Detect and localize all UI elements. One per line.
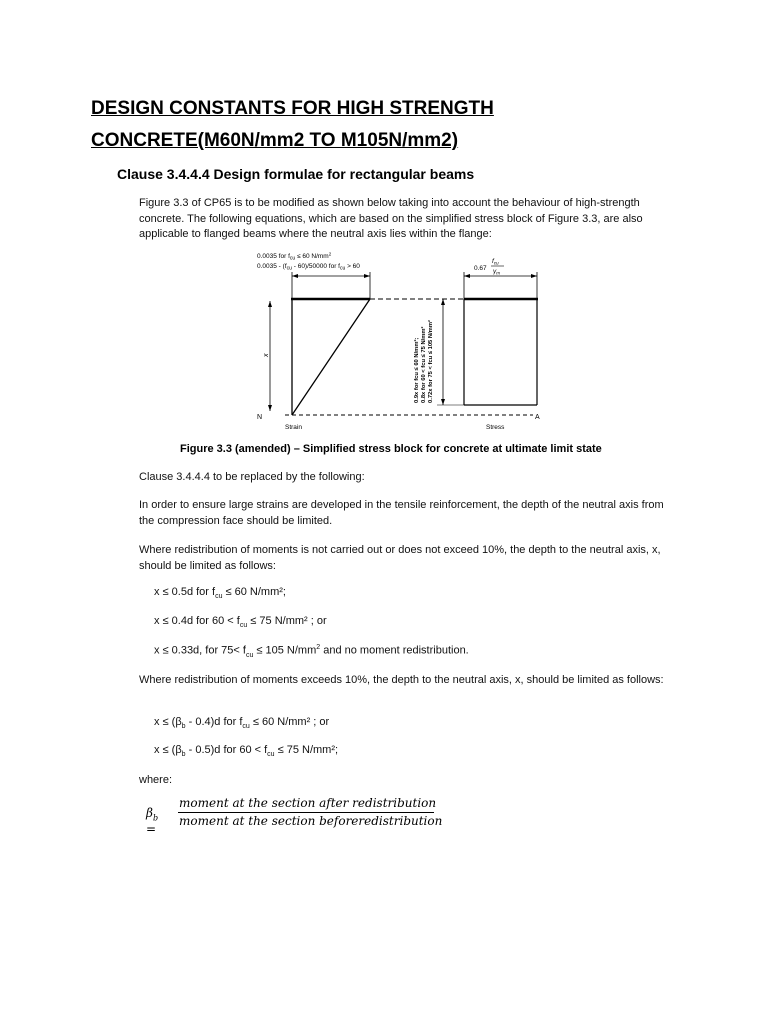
strain-limit-label-1: 0.0035 for $f_{cu} \le 60$ $N/mm^2$ [257,251,332,262]
depth-label-3: 0.72x for 75 < fcu ≤ 105 N/mm² [428,320,434,403]
stress-denominator-label: $\gamma_m$ [493,268,500,276]
depth-label-2: 0.8x for 60 < fcu ≤ 75 N/mm² [421,326,427,403]
redistribution-low-paragraph: Where redistribution of moments is not carried out or does not exceed 10%, the depth to the neutral axis, x, should be limited as follows: [139,544,661,572]
beta-numerator: moment at the section after redistribution [179,796,437,810]
neutral-axis-n-label: N [257,414,263,421]
stress-coefficient-label: 0.67 [474,265,487,272]
limit-equation-2: x ≤ 0.4d for $60 < f_{cu} \le 75$ N/mm² ; or [154,615,327,630]
where-label: where: [139,774,173,786]
beta-symbol: $\beta_b$ = [146,806,159,837]
neutral-axis-a-label: A [535,414,540,421]
intro-paragraph: Figure 3.3 of CP65 is to be modified as shown below taking into account the behaviour of high-strength concrete. The following equations, which are based on the simplified stress block of Figure 3.3, are also applicable to flanged beams where the neutral axis lies within the flange: [139,197,643,240]
depth-label-1: 0.9x for fcu ≤ 60 N/mm²; [414,337,420,403]
fraction-bar [178,812,434,813]
stress-numerator-label: $f_{cu}$ [492,258,499,266]
figure-caption: Figure 3.3 (amended) – Simplified stress block for concrete at ultimate limit state [180,443,602,455]
limit-equation-1: x ≤ 0.5d for $f_{cu} \le 60$ N/mm²; [154,586,286,601]
clause-heading: Clause 3.4.4.4 Design formulae for rectangular beams [117,166,475,182]
strains-paragraph: In order to ensure large strains are developed in the tensile reinforcement, the depth of the neutral axis from the compression face should be limited. [139,499,664,527]
stress-block-figure [253,249,553,437]
beta-denominator: moment at the section beforeredistribution [179,814,443,828]
strain-caption: Strain [285,424,302,431]
redistribution-high-paragraph: Where redistribution of moments exceeds 10%, the depth to the neutral axis, x, should be limited as follows: [139,674,664,686]
limit-equation-4: $x \le (\beta_b - 0.4)d$ for $f_{cu} \le 60$ N/mm² ; or [154,716,330,731]
strain-limit-label-2: $0.0035 - (f_{cu} - 60)/50000$ for $f_{cu} > 60$ [257,263,360,272]
replace-paragraph: Clause 3.4.4.4 to be replaced by the following: [139,471,365,483]
neutral-axis-depth-label: x [263,353,270,357]
page-title: DESIGN CONSTANTS FOR HIGH STRENGTH CONCRETE(M60N/mm2 TO M105N/mm2) [91,98,494,151]
limit-equation-5: $x \le (\beta_b - 0.5)d$ for $60 < f_{cu} \le 75$ N/mm²; [154,744,339,759]
limit-equation-3: x ≤ 0.33d, for $75< f_{cu} \le 105$ $N/mm^2$ and no moment redistribution. [154,644,469,659]
stress-caption: Stress [486,424,505,431]
